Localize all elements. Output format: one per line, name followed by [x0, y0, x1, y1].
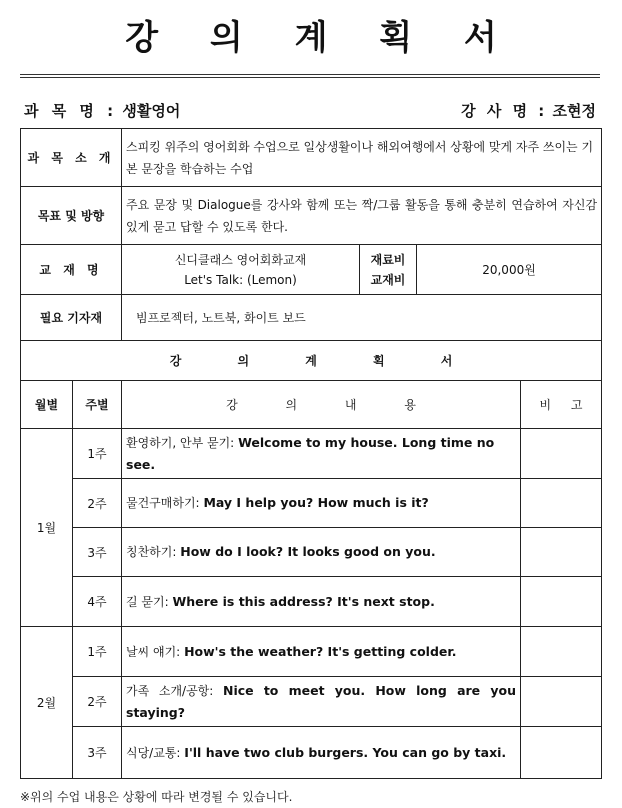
- plan-header-row: [21, 381, 602, 429]
- lesson-topic: 환영하기, 안부 묻기:: [126, 435, 235, 450]
- subject-label: 과 목 명 :: [24, 102, 118, 120]
- intro-row: [21, 129, 602, 187]
- note-cell: [521, 528, 602, 577]
- table-row: [21, 528, 602, 577]
- title-rule-top: [20, 74, 600, 75]
- lesson-phrase: I'll have two club burgers. You can go by taxi.: [184, 744, 507, 760]
- fee-label-line2: 교재비: [370, 272, 406, 287]
- lesson-topic: 가족 소개/공항:: [126, 683, 214, 698]
- document-title: 강 의 계 획 서: [125, 18, 517, 58]
- table-row: [21, 429, 602, 479]
- week-cell: 3주: [73, 727, 122, 779]
- lesson-topic: 칭찬하기:: [126, 545, 177, 559]
- lesson-topic: 날씨 얘기:: [126, 644, 181, 659]
- note-cell: [521, 727, 602, 779]
- note-cell: [521, 577, 602, 627]
- textbook-line2: Let's Talk: (Lemon): [184, 272, 297, 287]
- week-cell: 2주: [73, 479, 122, 528]
- lesson-topic: 물건구매하기:: [126, 496, 200, 510]
- lesson-phrase: How's the weather? It's getting colder.: [184, 643, 457, 659]
- instructor-value: 조현정: [552, 102, 596, 120]
- lesson-topic: 식당/교통:: [126, 745, 181, 760]
- lesson-content: [122, 677, 521, 727]
- week-cell: 2주: [73, 677, 122, 727]
- week-cell: 1주: [73, 429, 122, 479]
- month-cell: 2월: [21, 627, 73, 779]
- title-rule-bottom: [20, 77, 600, 78]
- textbook-name: [122, 245, 360, 295]
- equipment-row: [21, 295, 602, 341]
- intro-label: 과 목 소 개: [21, 129, 122, 187]
- table-row: [21, 677, 602, 727]
- note-cell: [521, 429, 602, 479]
- col-note: 비 고: [521, 381, 602, 429]
- lesson-phrase: Nice to meet you. How long are you staying?: [126, 682, 516, 720]
- col-week: 주별: [73, 381, 122, 429]
- week-cell: 1주: [73, 627, 122, 677]
- note-cell: [521, 479, 602, 528]
- lesson-topic: 길 묻기:: [126, 594, 169, 609]
- textbook-line1: 신디클래스 영어회화교재: [174, 252, 307, 267]
- table-row: [21, 627, 602, 677]
- fee-label: [360, 245, 417, 295]
- footnote: ※위의 수업 내용은 상황에 따라 변경될 수 있습니다.: [20, 790, 293, 804]
- lesson-content: [122, 429, 521, 479]
- subject-field: [24, 100, 180, 121]
- equipment-text: 빔프로젝터, 노트북, 화이트 보드: [122, 295, 602, 341]
- goal-label: 목표 및 방향: [21, 187, 122, 245]
- fee-label-line1: 재료비: [370, 252, 406, 267]
- lesson-content: [122, 627, 521, 677]
- lesson-content: [122, 577, 521, 627]
- instructor-field: [461, 100, 596, 121]
- table-row: [21, 577, 602, 627]
- instructor-label: 강 사 명 :: [461, 102, 548, 120]
- intro-text: 스피킹 위주의 영어회화 수업으로 일상생활이나 해외여행에서 상황에 맞게 자주 쓰이는 기본 문장을 학습하는 수업: [122, 129, 602, 187]
- table-row: [21, 727, 602, 779]
- textbook-label: 교 재 명: [21, 245, 122, 295]
- lesson-content: [122, 727, 521, 779]
- week-cell: 3주: [73, 528, 122, 577]
- plan-heading-row: [21, 341, 602, 381]
- note-cell: [521, 677, 602, 727]
- goal-row: [21, 187, 602, 245]
- lesson-content: [122, 479, 521, 528]
- lesson-phrase: How do I look? It looks good on you.: [180, 544, 436, 559]
- month-cell: 1월: [21, 429, 73, 627]
- lesson-phrase: Welcome to my house. Long time no see.: [126, 434, 495, 472]
- plan-heading: 강 의 계 획 서: [21, 341, 602, 381]
- lesson-content: [122, 528, 521, 577]
- equipment-label: 필요 기자재: [21, 295, 122, 341]
- lesson-phrase: Where is this address? It's next stop.: [172, 593, 435, 609]
- lecture-plan-table: [20, 128, 602, 779]
- note-cell: [521, 627, 602, 677]
- week-cell: 4주: [73, 577, 122, 627]
- goal-text: 주요 문장 및 Dialogue를 강사와 함께 또는 짝/그룹 활동을 통해 충분히 연습하여 자신감 있게 묻고 답할 수 있도록 한다.: [122, 187, 602, 245]
- col-month: 월별: [21, 381, 73, 429]
- textbook-row: [21, 245, 602, 295]
- subject-value: 생활영어: [122, 102, 181, 120]
- lesson-phrase: May I help you? How much is it?: [203, 495, 429, 510]
- fee-value: 20,000원: [417, 245, 602, 295]
- col-content: 강 의 내 용: [122, 381, 521, 429]
- table-row: [21, 479, 602, 528]
